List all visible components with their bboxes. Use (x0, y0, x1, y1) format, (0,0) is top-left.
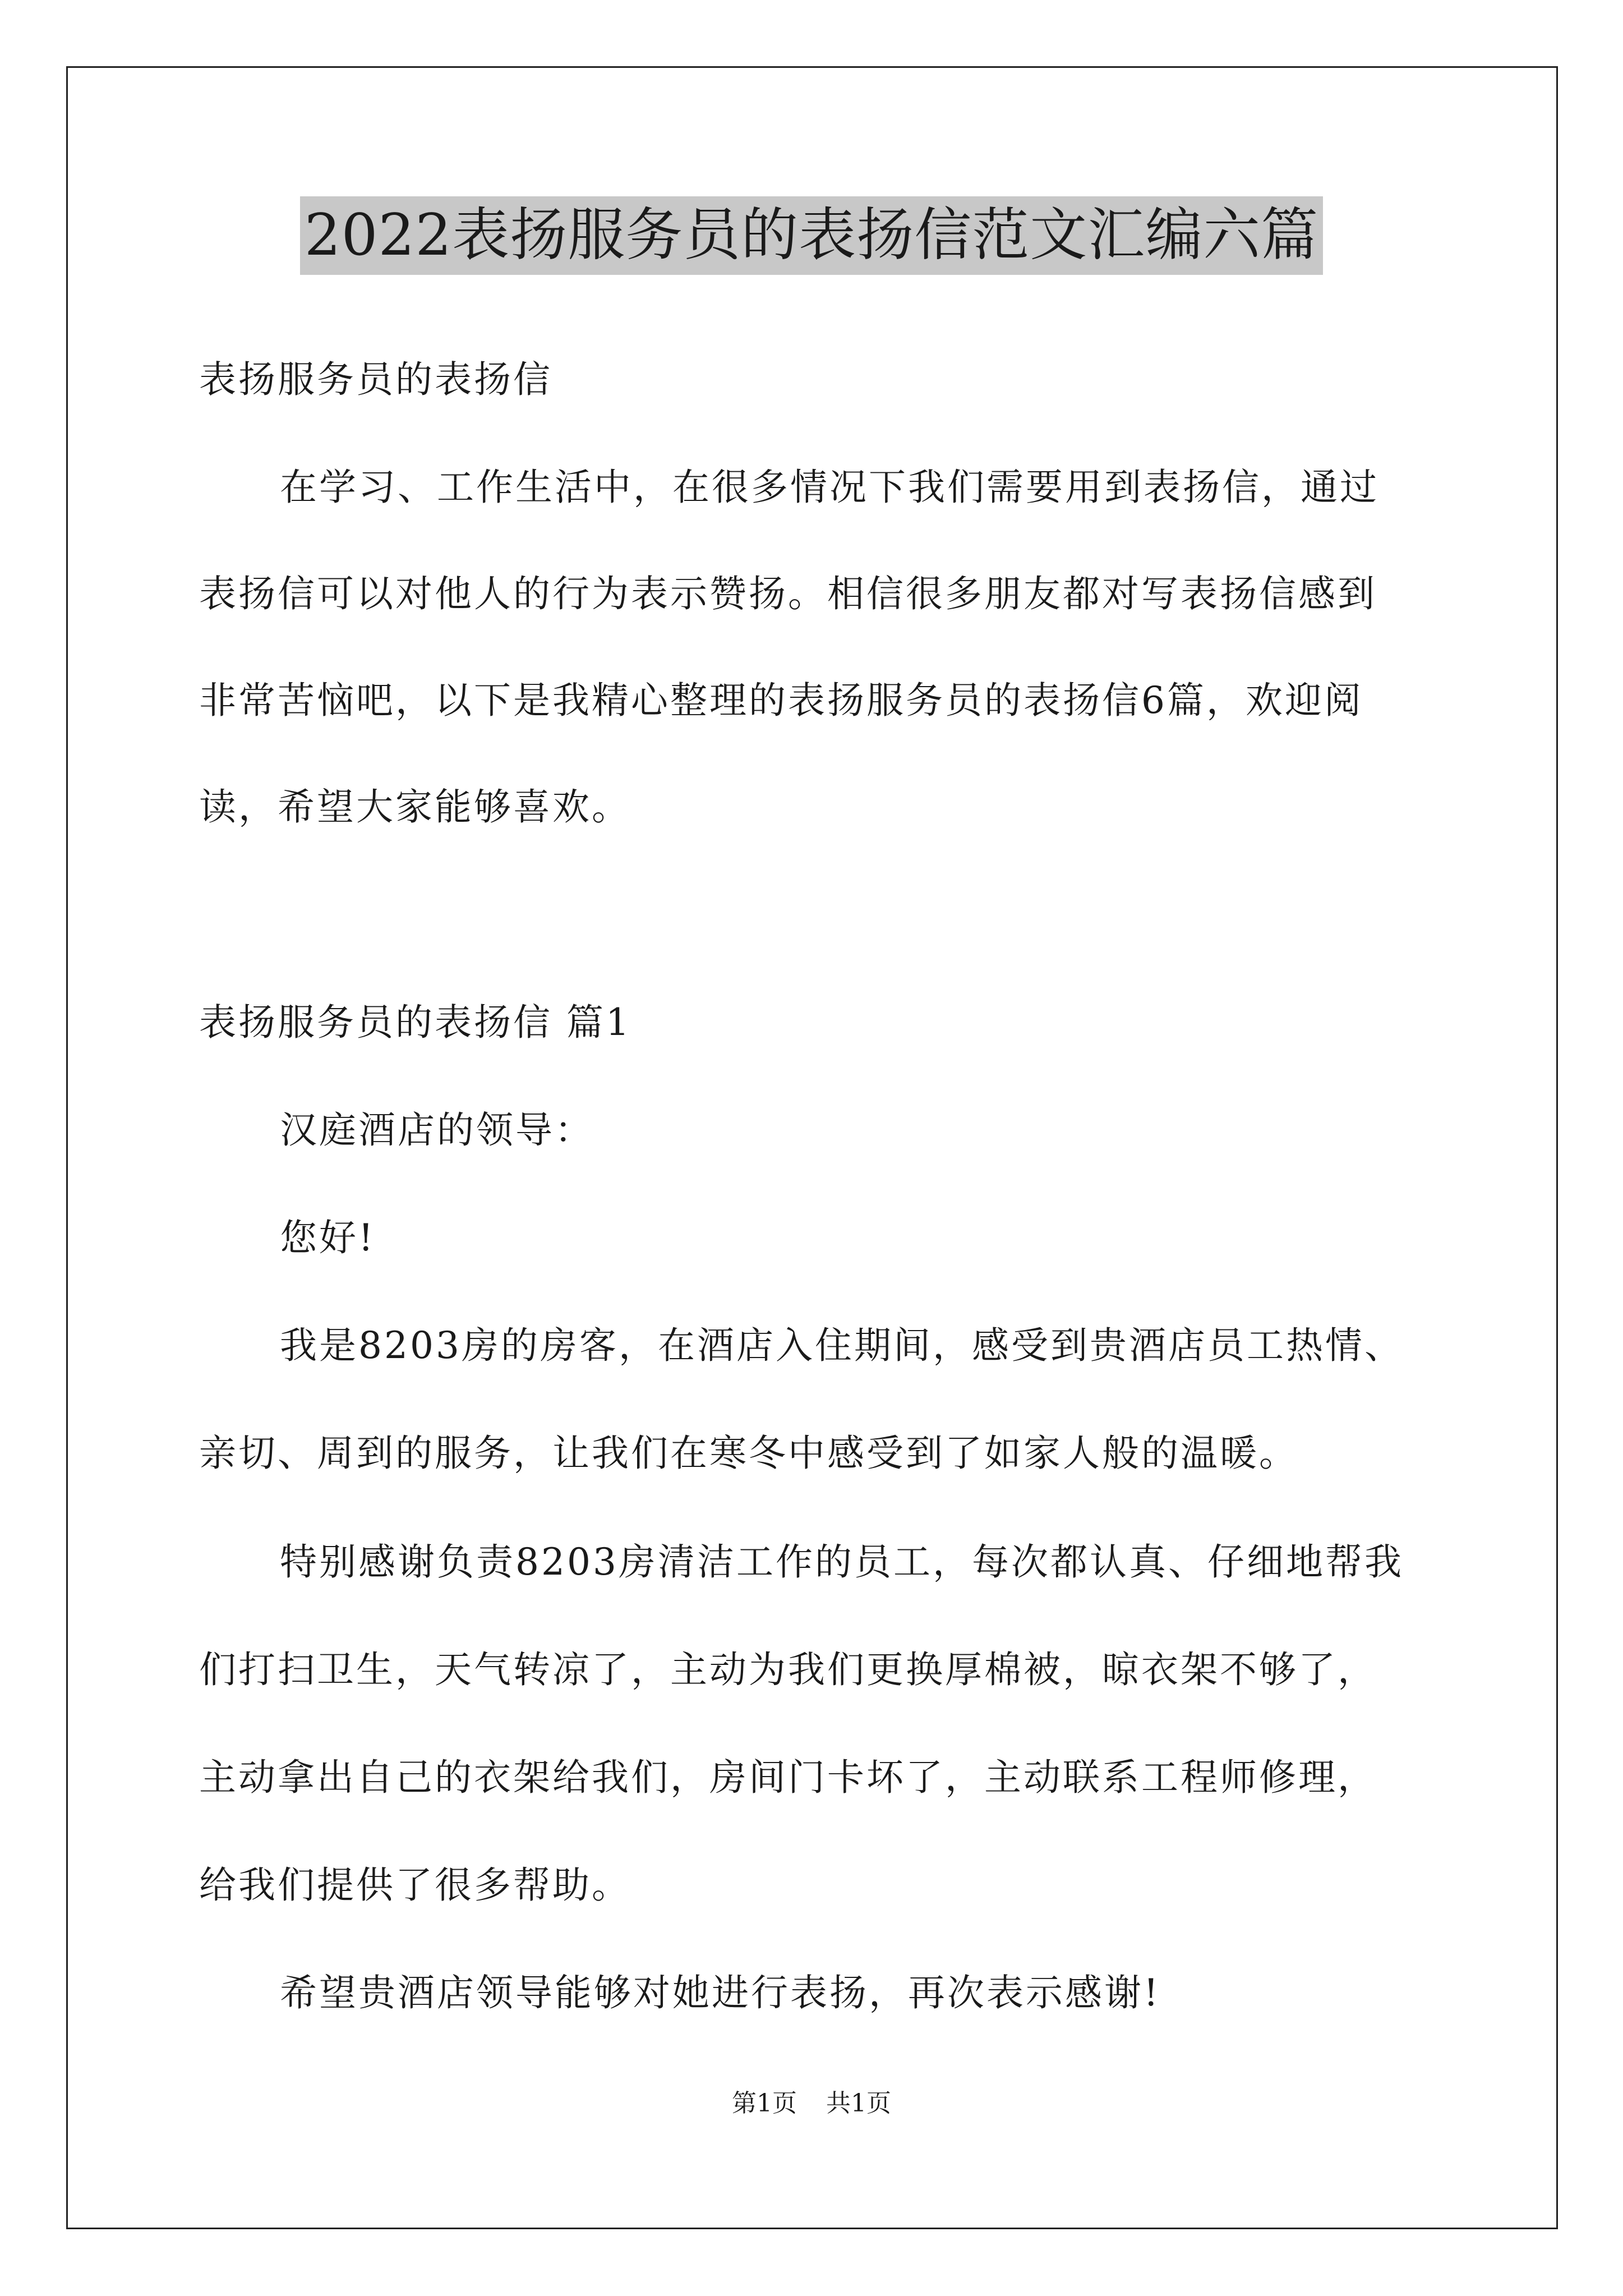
letter-paragraph-line: 主动拿出自己的衣架给我们，房间门卡坏了，主动联系工程师修理， (199, 1756, 1377, 1799)
letter-paragraph-line: 们打扫卫生，天气转凉了，主动为我们更换厚棉被，晾衣架不够了， (199, 1648, 1377, 1691)
letter-paragraph-line: 希望贵酒店领导能够对她进行表扬，再次表示感谢! (280, 1971, 1161, 2014)
letter-salutation: 汉庭酒店的领导： (280, 1108, 594, 1152)
intro-line: 非常苦恼吧，以下是我精心整理的表扬服务员的表扬信6篇，欢迎阅 (199, 679, 1363, 722)
page-number: 第1页 (732, 2089, 797, 2118)
section-heading: 表扬服务员的表扬信 篇1 (199, 1001, 631, 1044)
intro-line: 表扬信可以对他人的行为表示赞扬。相信很多朋友都对写表扬信感到 (199, 572, 1377, 615)
document-title: 2022表扬服务员的表扬信范文汇编六篇 (300, 196, 1324, 275)
intro-line: 读，希望大家能够喜欢。 (199, 785, 631, 829)
intro-heading: 表扬服务员的表扬信 (199, 358, 552, 401)
letter-greeting: 您好! (280, 1216, 376, 1259)
title-container (0, 196, 1623, 275)
intro-line: 在学习、工作生活中，在很多情况下我们需要用到表扬信，通过 (280, 466, 1379, 509)
letter-paragraph-line: 给我们提供了很多帮助。 (199, 1864, 631, 1907)
page-footer (0, 2087, 1623, 2120)
letter-paragraph-line: 特别感谢负责8203房清洁工作的员工，每次都认真、仔细地帮我 (280, 1540, 1404, 1584)
letter-paragraph-line: 我是8203房的房客，在酒店入住期间，感受到贵酒店员工热情、 (280, 1324, 1404, 1367)
page-total: 共1页 (826, 2089, 891, 2118)
letter-paragraph-line: 亲切、周到的服务，让我们在寒冬中感受到了如家人般的温暖。 (199, 1432, 1298, 1475)
